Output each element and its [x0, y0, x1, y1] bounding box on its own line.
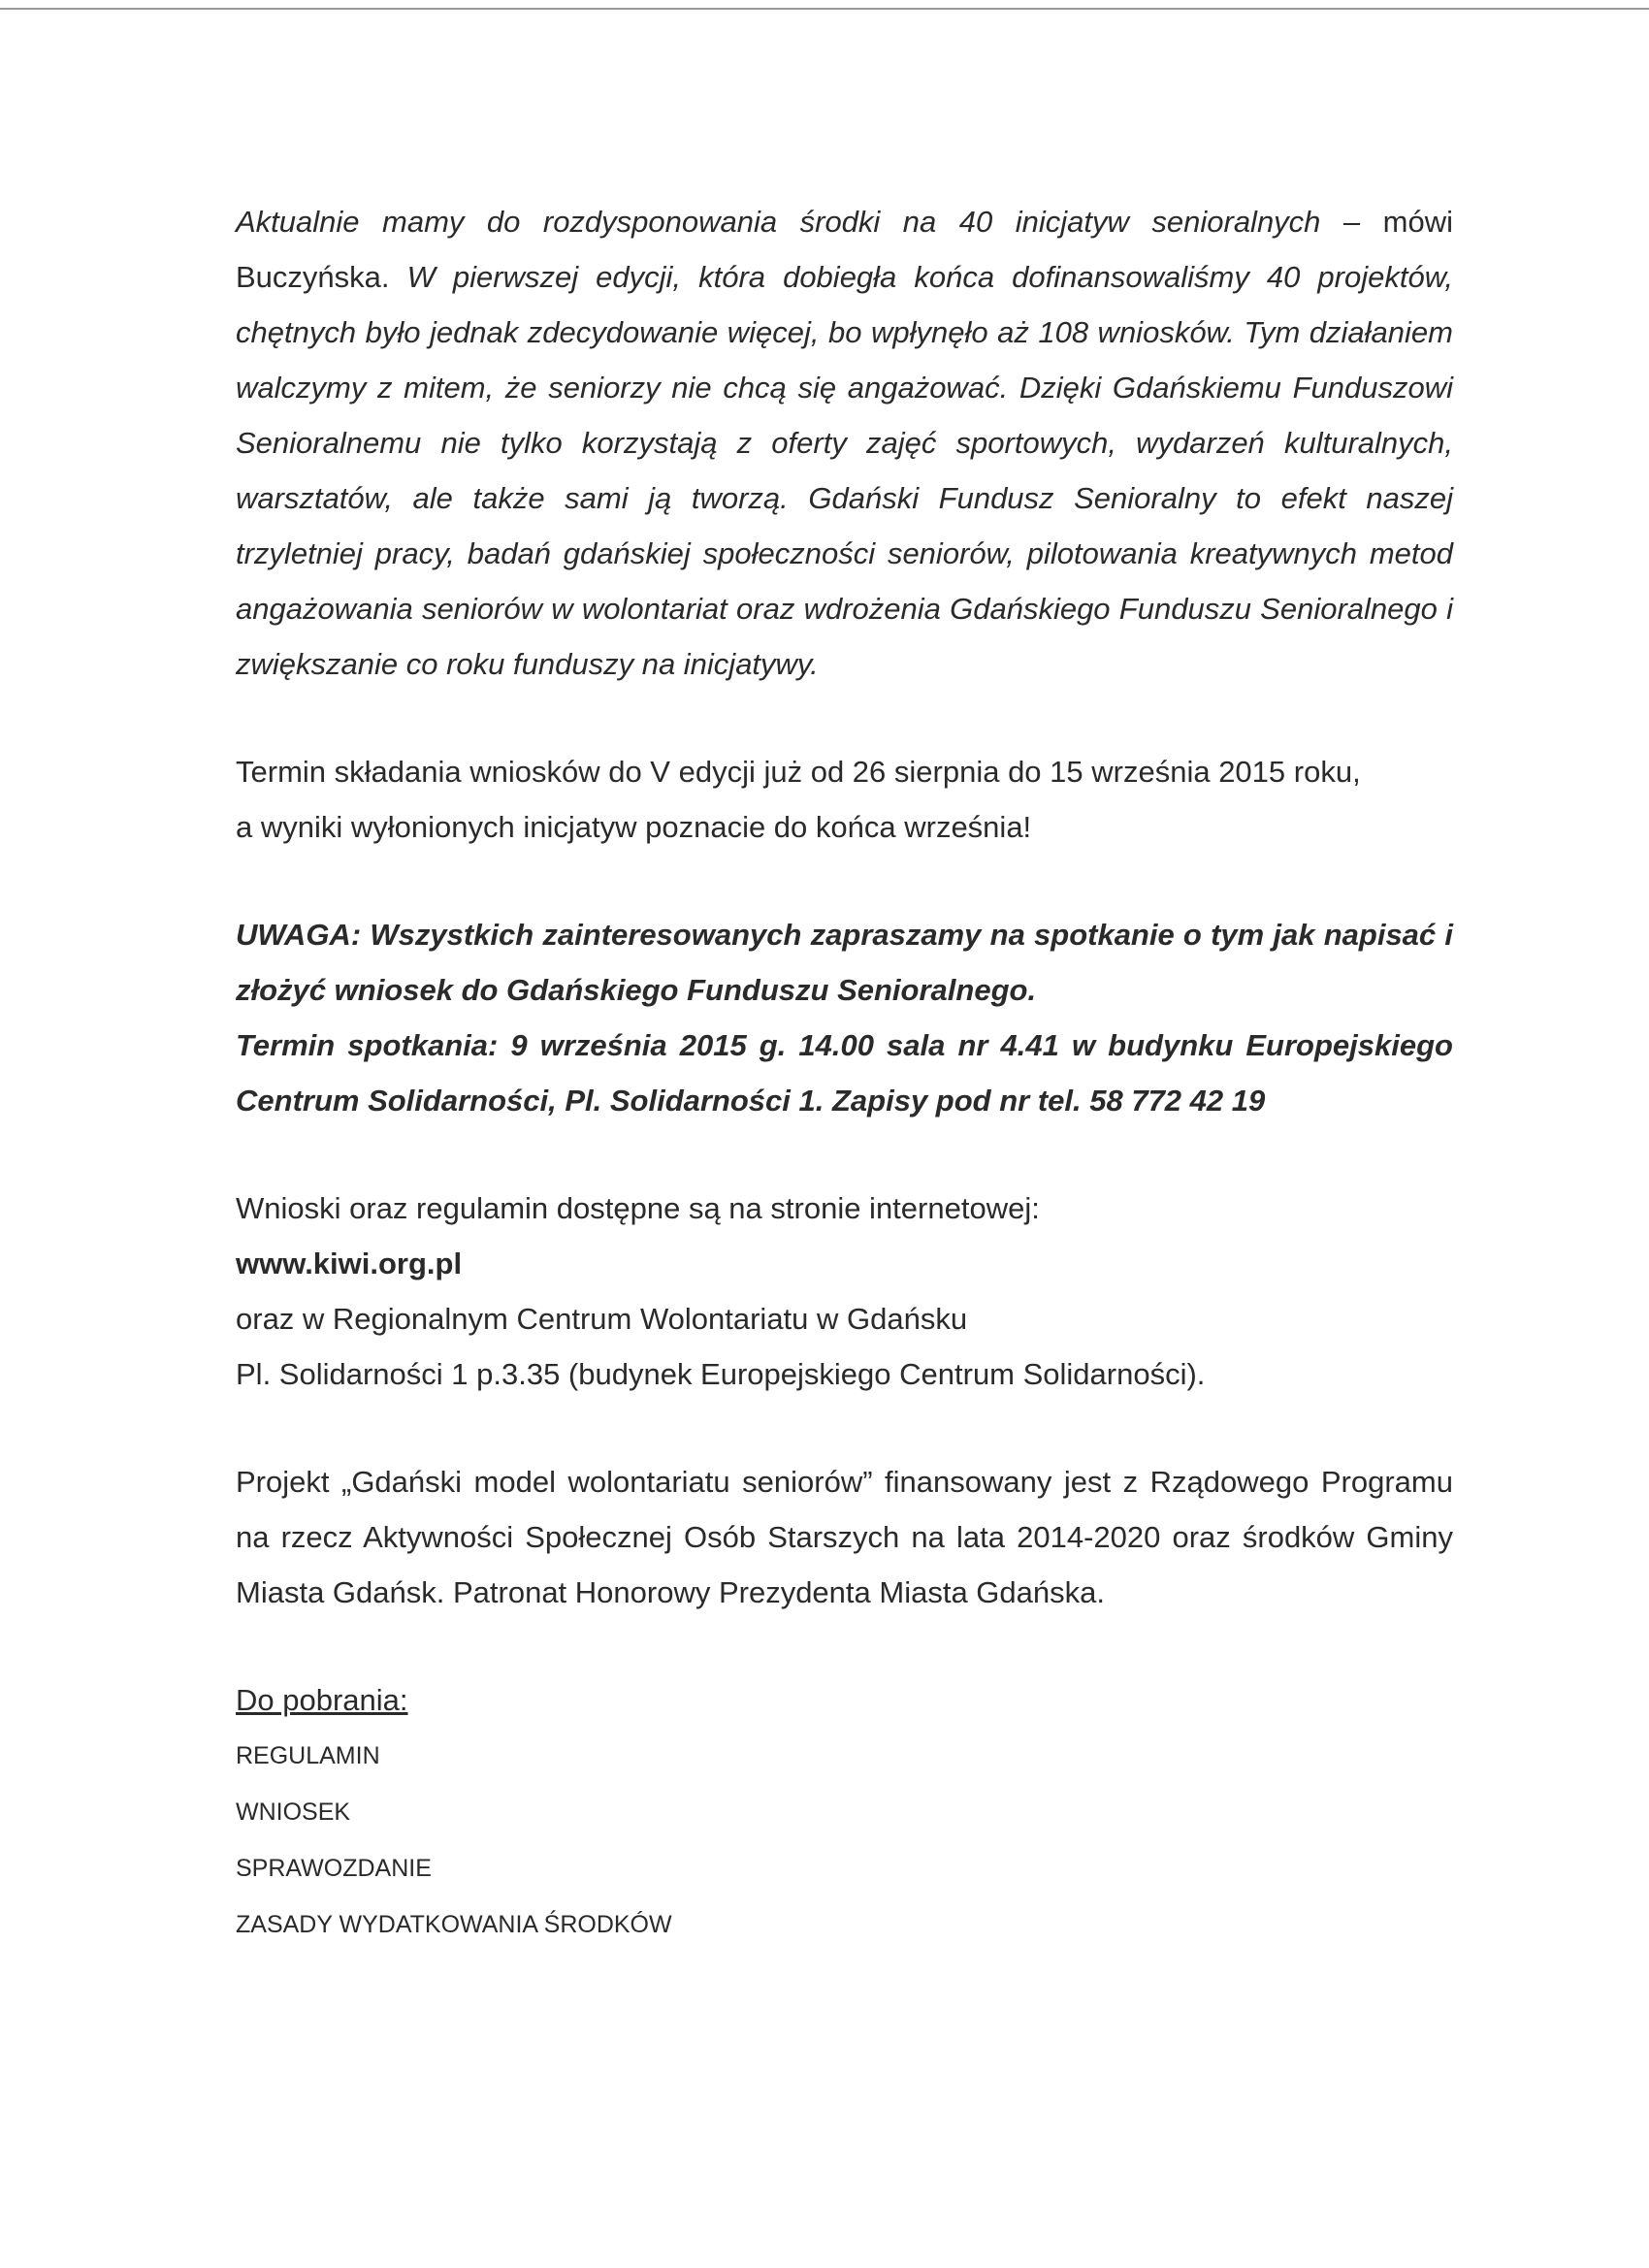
address-line: Pl. Solidarności 1 p.3.35 (budynek Europejskiego Centrum Solidarności). — [236, 1357, 1206, 1391]
funding-paragraph: Projekt „Gdański model wolontariatu seniorów” finansowany jest z Rządowego Programu na rzecz Aktywności Społecznej Osób Starszych na lata 2014-2020 oraz środków Gminy Miasta Gdańsk. Patronat Honorowy Prezydenta Miasta Gdańska. — [236, 1465, 1453, 1609]
meeting-notice — [236, 907, 1453, 1128]
deadline-line-1: Termin składania wniosków do V edycji już od 26 sierpnia do 15 września 2015 roku, — [236, 755, 1361, 789]
intro-paragraph — [236, 194, 1453, 692]
download-item-zasady[interactable]: ZASADY WYDATKOWANIA ŚRODKÓW — [236, 1911, 672, 1938]
deadline-line-2: a wyniki wyłonionych inicjatyw poznacie do końca września! — [236, 810, 1032, 844]
links-section — [236, 1181, 1453, 1402]
attribution: – mówi Buczyńska. — [236, 205, 1453, 294]
downloads-title: Do pobrania: — [236, 1683, 408, 1717]
scan-edge-line — [0, 8, 1649, 10]
downloads-list — [236, 1728, 1453, 1953]
notice-meeting: Termin spotkania: 9 września 2015 g. 14.00 sala nr 4.41 w budynku Europejskiego Centrum Solidarności, Pl. Solidarności 1. Zapisy pod nr tel. 58 772 42 19 — [236, 1028, 1453, 1118]
notice-invite: UWAGA: Wszystkich zainteresowanych zapraszamy na spotkanie o tym jak napisać i złożyć wniosek do Gdańskiego Funduszu Senioralnego. — [236, 918, 1453, 1007]
quote-part-2: W pierwszej edycji, która dobiegła końca dofinansowaliśmy 40 projektów, chętnych było jednak zdecydowanie więcej, bo wpłynęło aż 108 wniosków. Tym działaniem walczymy z mitem, że seniorzy nie chcą się angażować. Dzięki Gdańskiemu Funduszowi Senioralnemu nie tylko korzystają z oferty zajęć sportowych, wydarzeń kulturalnych, warsztatów, ale także sami ją tworzą. Gdański Fundusz Senioralny to efekt naszej trzyletniej pracy, badań gdańskiej społeczności seniorów, pilotowania kreatywnych metod angażowania seniorów w wolontariat oraz wdrożenia Gdańskiego Funduszu Senioralnego i zwiększanie co roku funduszy na inicjatywy. — [236, 260, 1453, 681]
downloads-section — [236, 1672, 1453, 1953]
download-item-regulamin[interactable]: REGULAMIN — [236, 1742, 380, 1769]
download-item-wniosek[interactable]: WNIOSEK — [236, 1798, 351, 1826]
website-link[interactable]: www.kiwi.org.pl — [236, 1247, 463, 1280]
quote-part-1: Aktualnie mamy do rozdysponowania środki na 40 inicjatyw senioralnych — [236, 205, 1321, 239]
office-line: oraz w Regionalnym Centrum Wolontariatu w Gdańsku — [236, 1302, 968, 1336]
download-item-sprawozdanie[interactable]: SPRAWOZDANIE — [236, 1855, 432, 1882]
document-page — [236, 194, 1453, 1953]
links-intro: Wnioski oraz regulamin dostępne są na stronie internetowej: — [236, 1191, 1040, 1225]
deadline-paragraph — [236, 744, 1453, 855]
